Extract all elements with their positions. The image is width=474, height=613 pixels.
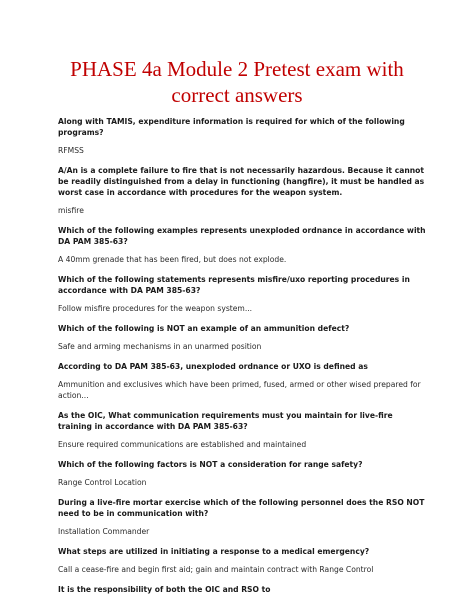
question-text: During a live-fire mortar exercise which of the following personnel does the RSO NOT need to be in communication with?: [58, 498, 425, 518]
answer-text: Installation Commander: [58, 527, 150, 536]
qa-item: [58, 497, 426, 537]
qa-item: [58, 274, 426, 314]
document-title: PHASE 4a Module 2 Pretest exam with correct answers: [70, 57, 404, 107]
answer-text: Range Control Location: [58, 478, 147, 487]
question-text: Along with TAMIS, expenditure information is required for which of the following programs?: [58, 117, 405, 137]
question-text: What steps are utilized in initiating a response to a medical emergency?: [58, 547, 370, 556]
question-text: It is the responsibility of both the OIC and RSO to: [58, 585, 271, 594]
question-text: As the OIC, What communication requirements must you maintain for live-fire training in accordance with DA PAM 385-63?: [58, 411, 393, 431]
answer-text: Call a cease-fire and begin first aid; gain and maintain contract with Range Control: [58, 565, 374, 574]
qa-item: [58, 361, 426, 401]
answer-text: A 40mm grenade that has been fired, but does not explode.: [58, 255, 287, 264]
question-list: [58, 116, 426, 602]
answer-text: Ensure required communications are established and maintained: [58, 440, 307, 449]
answer-text: Safe and arming mechanisms in an unarmed position: [58, 342, 262, 351]
qa-item: [58, 116, 426, 156]
qa-item: [58, 165, 426, 216]
answer-text: misfire: [58, 206, 84, 215]
answer-text: Ammunition and exclusives which have been primed, fused, armed or other wised prepared for action...: [58, 380, 421, 400]
qa-item: [58, 584, 426, 595]
question-text: According to DA PAM 385-63, unexploded ordnance or UXO is defined as: [58, 362, 368, 371]
question-text: Which of the following is NOT an example of an ammunition defect?: [58, 324, 350, 333]
question-text: Which of the following statements represents misfire/uxo reporting procedures in accordance with DA PAM 385-63?: [58, 275, 410, 295]
qa-item: [58, 459, 426, 488]
question-text: A/An is a complete failure to fire that is not necessarily hazardous. Because it cannot be readily distinguished from a delay in functioning (hangfire), it must be handled as worst case in accordance with procedures for the weapon system.: [58, 166, 425, 197]
qa-item: [58, 323, 426, 352]
question-text: Which of the following factors is NOT a consideration for range safety?: [58, 460, 363, 469]
qa-item: [58, 410, 426, 450]
answer-text: Follow misfire procedures for the weapon system...: [58, 304, 253, 313]
qa-item: [58, 546, 426, 575]
question-text: Which of the following examples represents unexploded ordnance in accordance with DA PAM 385-63?: [58, 226, 426, 246]
answer-text: RFMSS: [58, 146, 84, 155]
qa-item: [58, 225, 426, 265]
